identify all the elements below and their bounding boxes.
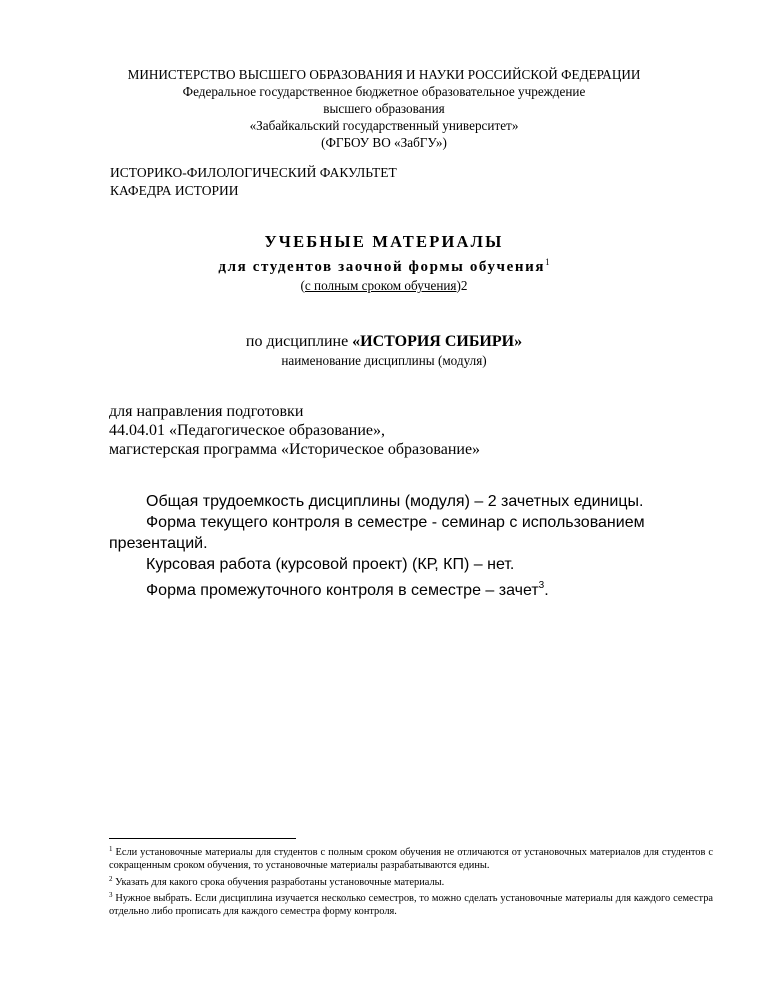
discipline-caption: наименование дисциплины (модуля) — [281, 353, 487, 368]
footnote-2 — [109, 873, 713, 889]
coursework: Курсовая работа (курсовой проект) (КР, КП) – нет. — [146, 556, 515, 573]
footnote-3 — [109, 889, 713, 919]
footnote-text-1: Если установочные материалы для студентов с полным сроком обучения не отличаются от установочных материалов для студентов с сокращенным сроком обучения, то установочные материалы разрабатываются едины. — [109, 847, 713, 872]
footnote-1 — [109, 843, 713, 873]
discipline-line — [60, 331, 708, 352]
footnote-separator — [109, 838, 296, 839]
direction-label: для направления подготовки — [109, 403, 304, 420]
master-program: магистерская программа «Историческое образование» — [109, 441, 481, 458]
university-name: «Забайкальский государственный университет» — [249, 118, 519, 133]
title-block — [60, 232, 708, 294]
document-title: УЧЕБНЫЕ МАТЕРИАЛЫ — [264, 232, 504, 251]
footnote-text-3: Нужное выбрать. Если дисциплина изучается несколько семестров, то можно сделать установочные материалы для каждого семестра отдельно либо прописать для каждого семестра форму контроля. — [109, 892, 713, 918]
interim-control — [109, 575, 674, 601]
footnotes — [109, 843, 713, 918]
footnote-mark-2: 2 — [109, 874, 113, 883]
interim-text: Форма промежуточного контроля в семестре – зачет — [146, 582, 539, 599]
discipline-block — [60, 331, 708, 369]
period-close: )2 — [456, 278, 468, 293]
subtitle-text: для студентов заочной формы обучения — [218, 259, 546, 275]
labor-intensity: Общая трудоемкость дисциплины (модуля) – 2 зачетных единицы. — [146, 493, 644, 510]
discipline-name: «ИСТОРИЯ СИБИРИ» — [352, 333, 523, 350]
interim-end: . — [544, 582, 549, 599]
current-control-b: презентаций. — [109, 535, 208, 552]
current-control-a: Форма текущего контроля в семестре - семинар с использованием — [146, 514, 645, 531]
footnote-ref-1: 1 — [545, 257, 550, 267]
institution-type: Федеральное государственное бюджетное образовательное учреждение — [182, 84, 586, 99]
document-subtitle — [60, 252, 708, 277]
department-name: КАФЕДРА ИСТОРИИ — [110, 183, 239, 198]
footnote-mark-3: 3 — [109, 890, 113, 899]
course-info — [109, 491, 674, 601]
direction-block — [109, 402, 480, 459]
education-level: высшего образования — [323, 101, 445, 116]
faculty-block — [110, 164, 397, 200]
ministry-header — [60, 66, 708, 151]
direction-code: 44.04.01 «Педагогическое образование», — [109, 422, 386, 439]
study-period — [60, 277, 708, 294]
university-abbreviation: (ФГБОУ ВО «ЗабГУ») — [321, 135, 447, 150]
discipline-prefix: по дисциплине — [245, 333, 353, 350]
footnote-mark-1: 1 — [109, 845, 113, 853]
ministry-name: МИНИСТЕРСТВО ВЫСШЕГО ОБРАЗОВАНИЯ И НАУКИ РОССИЙСКОЙ ФЕДЕРАЦИИ — [127, 67, 641, 82]
footnote-ref-3: 3 — [538, 580, 545, 591]
faculty-name: ИСТОРИКО-ФИЛОЛОГИЧЕСКИЙ ФАКУЛЬТЕТ — [110, 165, 397, 180]
footnote-text-2: Указать для какого срока обучения разработаны установочные материалы. — [112, 876, 445, 888]
period-open: ( — [300, 278, 305, 293]
period-text: с полным сроком обучения — [304, 278, 457, 293]
